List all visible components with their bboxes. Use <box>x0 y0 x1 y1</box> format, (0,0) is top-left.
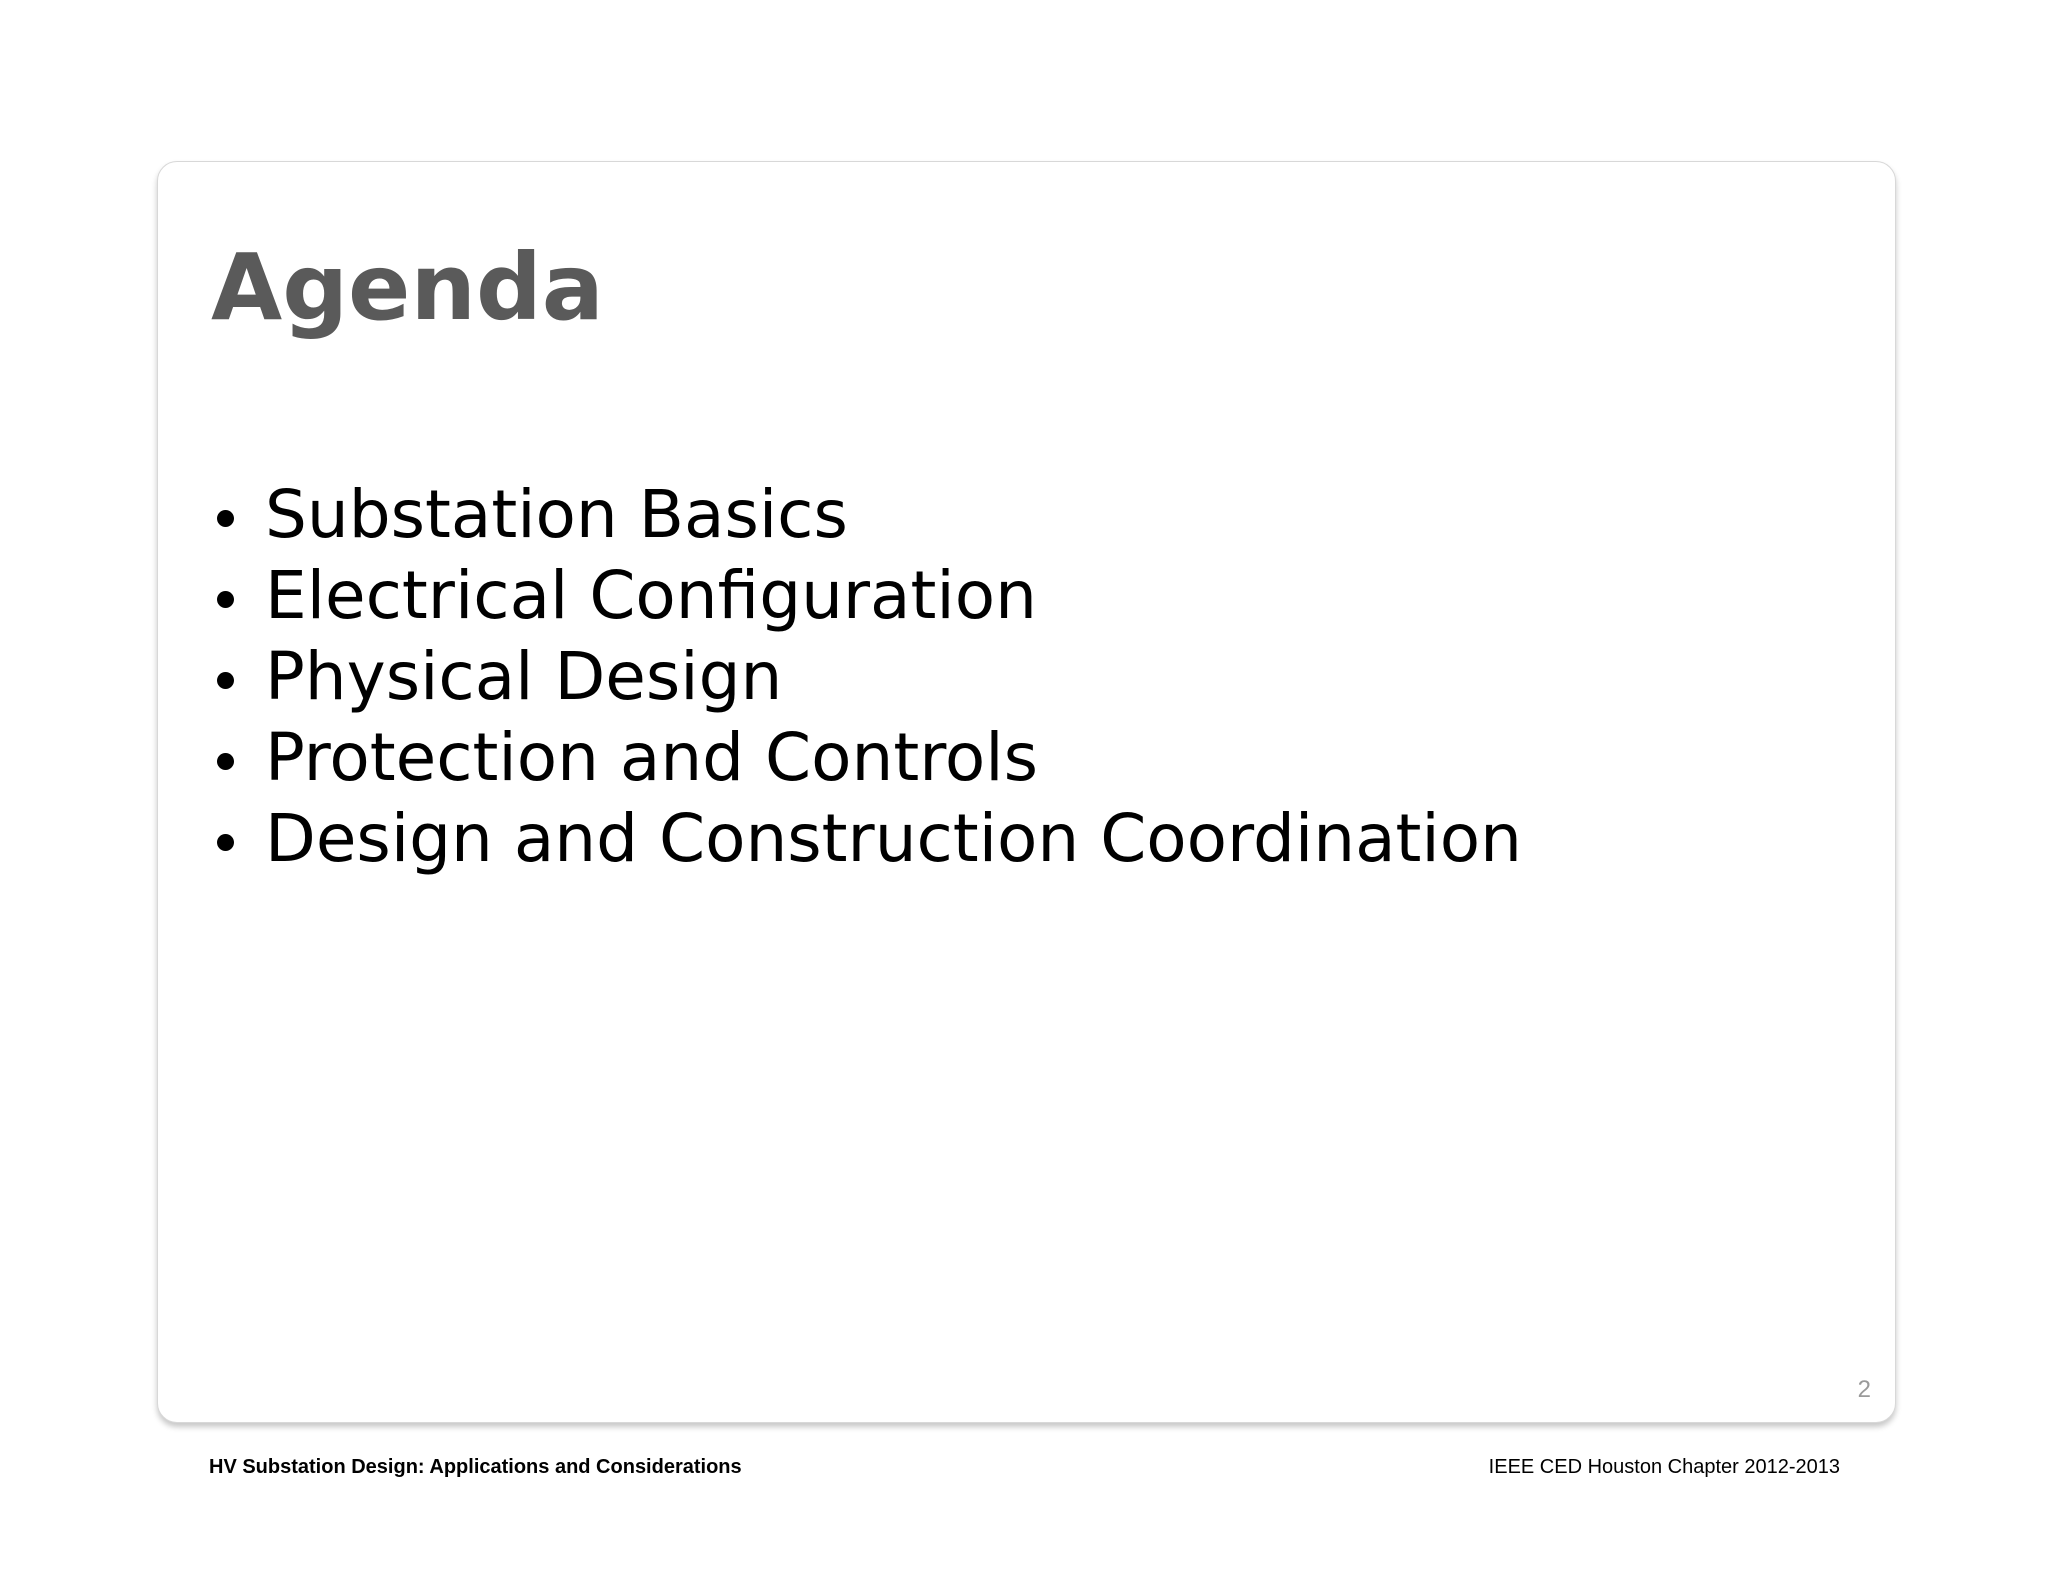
agenda-item-electrical-configuration <box>211 555 1522 636</box>
agenda-item-label: Substation Basics <box>265 476 848 553</box>
agenda-item-substation-basics <box>211 474 1522 555</box>
agenda-list <box>211 474 1522 879</box>
agenda-item-design-and-construction-coordination <box>211 798 1522 879</box>
agenda-item-physical-design <box>211 636 1522 717</box>
page-number: 2 <box>1857 1376 1871 1403</box>
footer-organization: IEEE CED Houston Chapter 2012-2013 <box>1488 1456 1840 1478</box>
bullet-icon <box>217 591 234 608</box>
agenda-item-label: Physical Design <box>265 638 783 715</box>
slide-card <box>157 161 1896 1423</box>
agenda-item-protection-and-controls <box>211 717 1522 798</box>
bullet-icon <box>217 753 234 770</box>
footer-presentation-title: HV Substation Design: Applications and Considerations <box>209 1456 742 1478</box>
slide-title: Agenda <box>211 234 604 341</box>
bullet-icon <box>217 834 234 851</box>
agenda-item-label: Design and Construction Coordination <box>265 800 1522 877</box>
agenda-item-label: Protection and Controls <box>265 719 1038 796</box>
bullet-icon <box>217 672 234 689</box>
agenda-item-label: Electrical Configuration <box>265 557 1037 634</box>
bullet-icon <box>217 510 234 527</box>
